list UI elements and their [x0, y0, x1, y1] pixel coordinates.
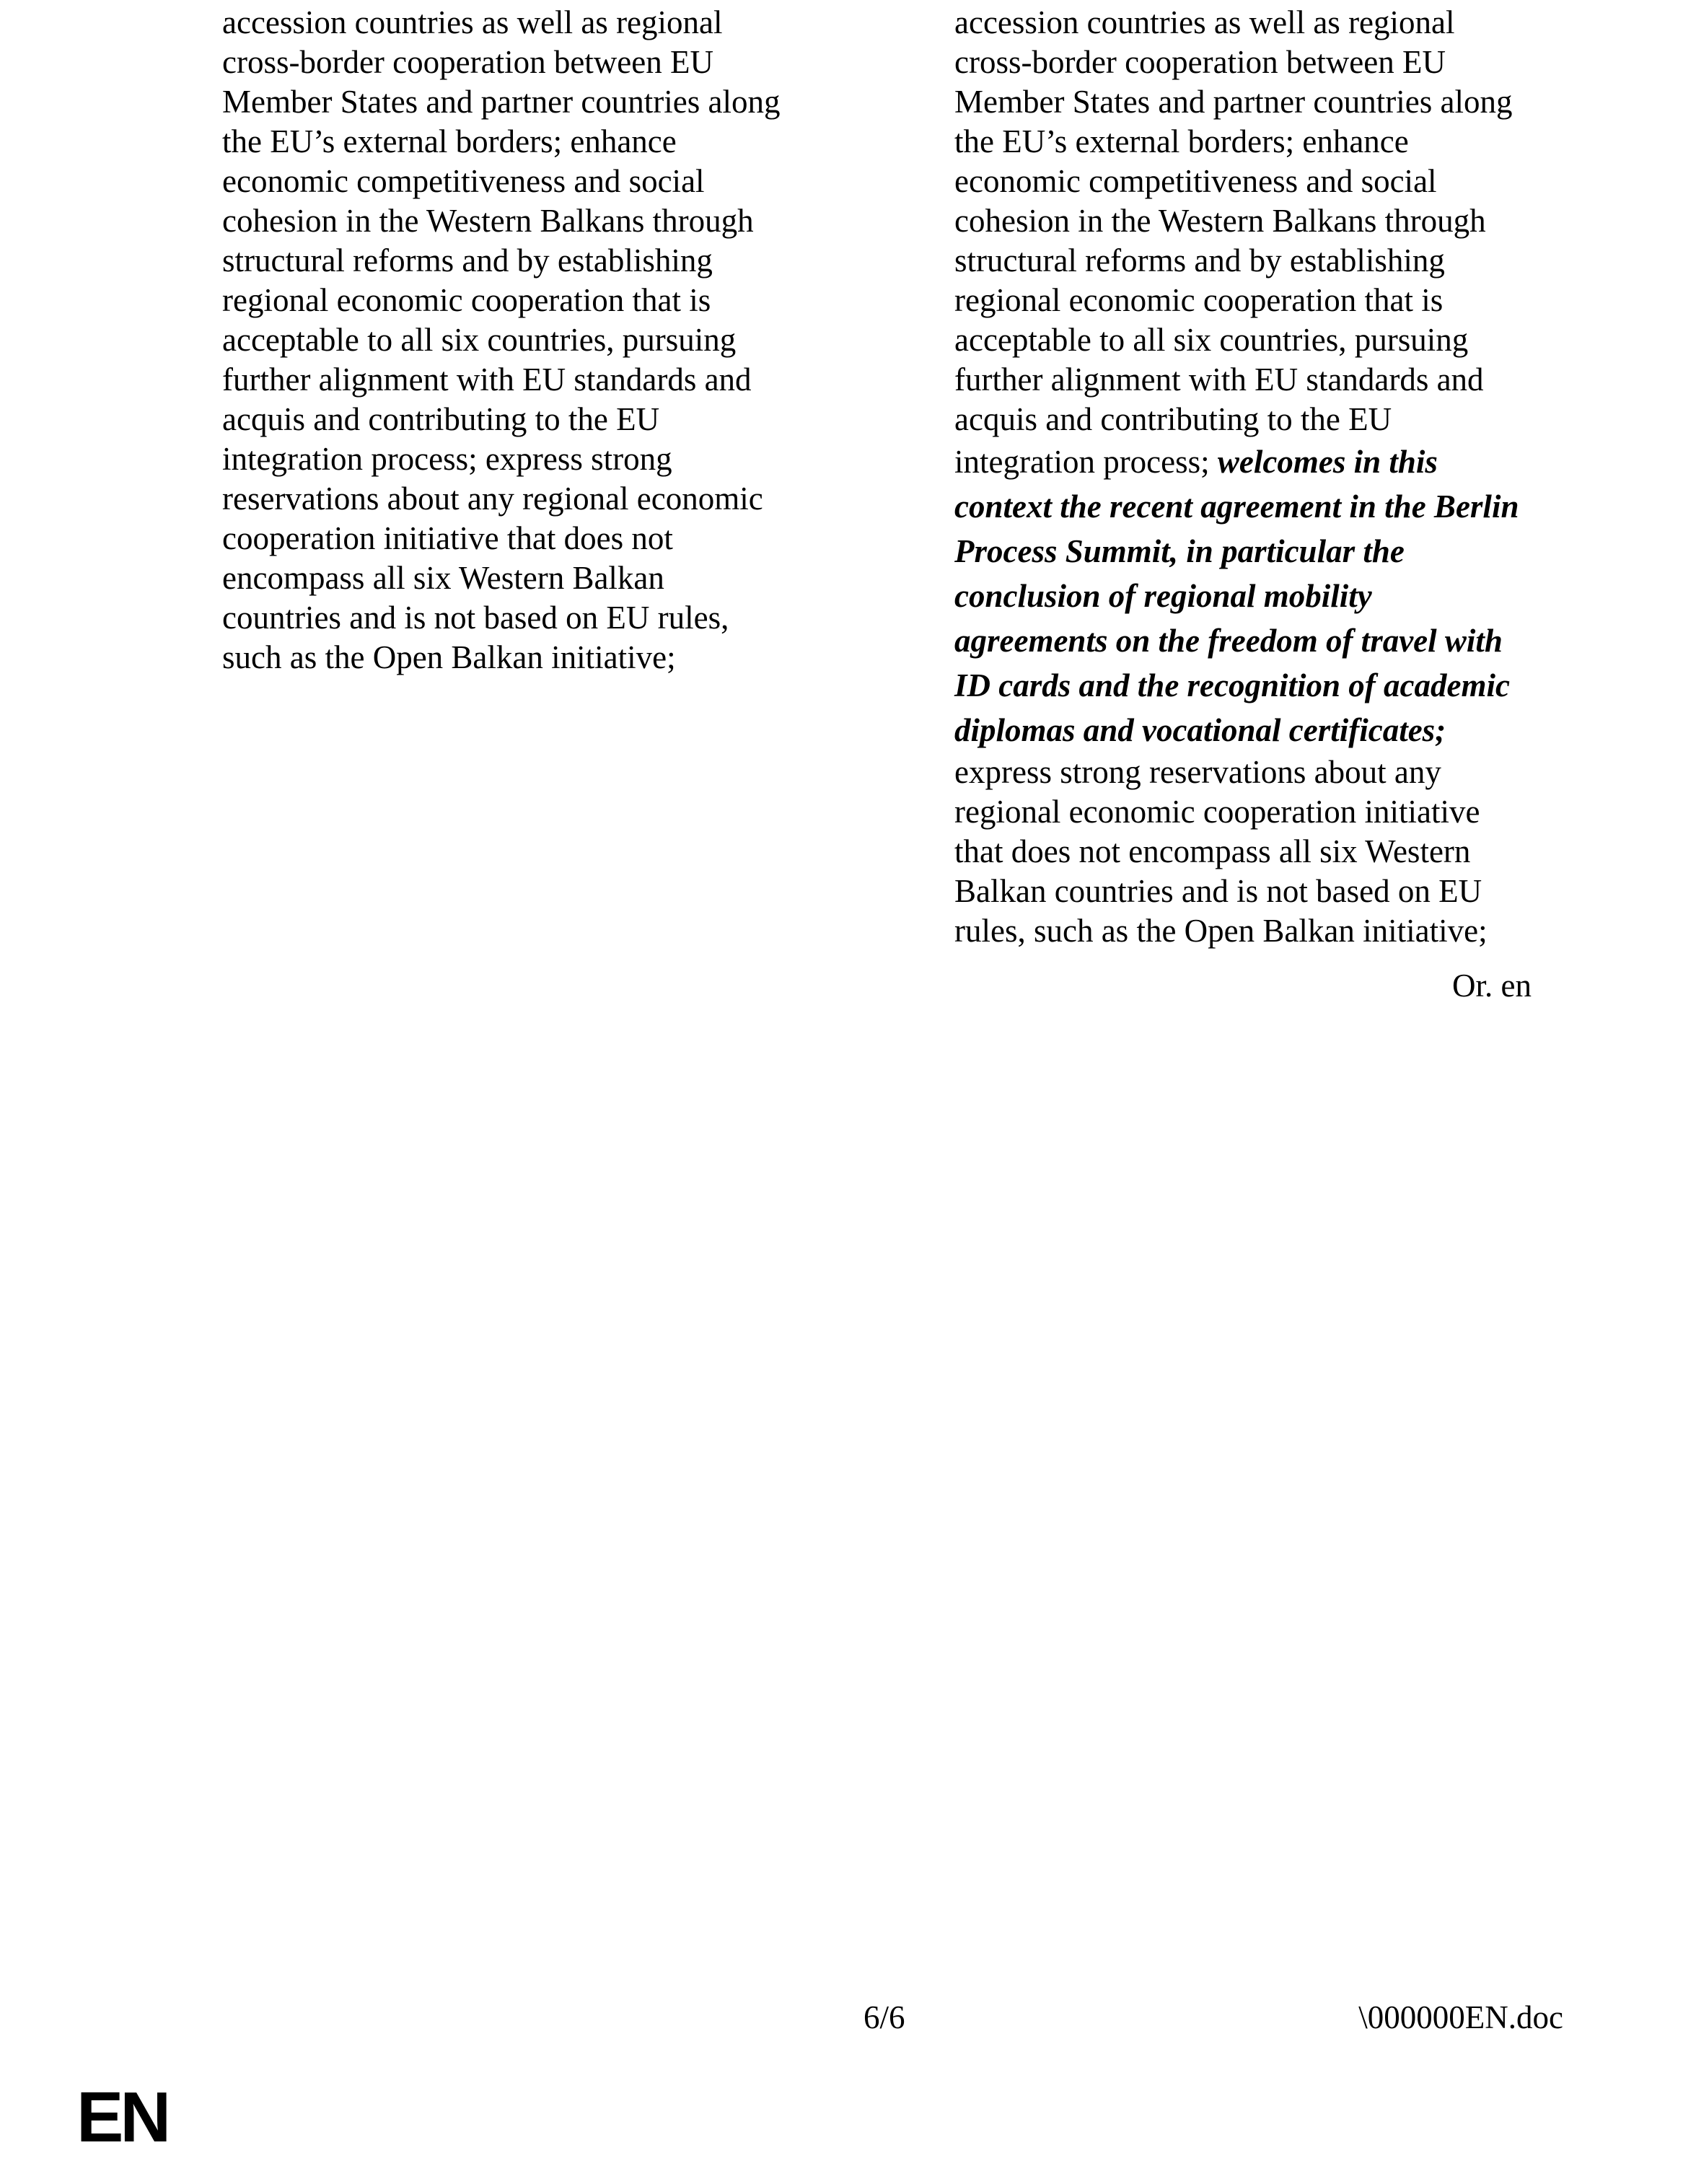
- body-text: rules, such as the Open Balkan initiative;: [954, 913, 1488, 949]
- body-text: reservations about any regional economic: [222, 481, 763, 517]
- body-text: regional economic cooperation that is: [954, 282, 1444, 318]
- text-line: [222, 241, 871, 281]
- text-line: [954, 439, 1604, 484]
- origin-language-label: Or. en: [1452, 968, 1532, 1004]
- text-line: [954, 792, 1604, 832]
- text-line: [954, 484, 1604, 529]
- text-line: [222, 439, 871, 479]
- body-text: structural reforms and by establishing: [222, 242, 713, 279]
- text-line: [222, 638, 871, 677]
- text-line: [954, 574, 1604, 618]
- amendment-added-text: ID cards and the recognition of academic: [954, 667, 1510, 703]
- text-line: [222, 360, 871, 400]
- text-line: [222, 519, 871, 558]
- body-text: the EU’s external borders; enhance: [222, 123, 677, 159]
- body-text: economic competitiveness and social: [954, 163, 1437, 199]
- body-text: further alignment with EU standards and: [954, 361, 1484, 398]
- body-text: encompass all six Western Balkan: [222, 560, 664, 596]
- text-line: [954, 241, 1604, 281]
- amendment-added-text: welcomes in this: [1217, 444, 1438, 480]
- body-text: countries and is not based on EU rules,: [222, 600, 729, 636]
- text-line: [954, 43, 1604, 82]
- text-line: [222, 281, 871, 320]
- amendment-added-text: Process Summit, in particular the: [954, 533, 1405, 569]
- text-line: [954, 911, 1604, 951]
- text-line: [222, 122, 871, 162]
- text-line: [954, 663, 1604, 708]
- text-line: [222, 400, 871, 439]
- text-line: [954, 753, 1604, 792]
- body-text: Member States and partner countries along: [954, 84, 1513, 120]
- language-code-logo: EN: [76, 2077, 168, 2157]
- text-line: [222, 598, 871, 638]
- body-text: acquis and contributing to the EU: [954, 401, 1392, 437]
- text-line: [954, 201, 1604, 241]
- body-text: that does not encompass all six Western: [954, 833, 1471, 869]
- text-line: [222, 82, 871, 122]
- text-line: [954, 529, 1604, 574]
- body-text: integration process;: [954, 444, 1218, 480]
- text-line: [222, 201, 871, 241]
- body-text: cohesion in the Western Balkans through: [954, 203, 1486, 239]
- body-text: such as the Open Balkan initiative;: [222, 639, 676, 675]
- body-text: express strong reservations about any: [954, 754, 1441, 790]
- text-line: [222, 3, 871, 43]
- text-line: [954, 122, 1604, 162]
- text-line: [954, 832, 1604, 872]
- body-text: cooperation initiative that does not: [222, 520, 673, 556]
- body-text: cross-border cooperation between EU: [222, 44, 713, 80]
- amendment-added-text: conclusion of regional mobility: [954, 578, 1372, 614]
- text-line: [954, 618, 1604, 663]
- body-text: acceptable to all six countries, pursuing: [954, 322, 1469, 358]
- footer-document-reference: \000000EN.doc: [1358, 1999, 1563, 2035]
- text-line: [222, 43, 871, 82]
- amendment-added-text: context the recent agreement in the Berlin: [954, 488, 1519, 525]
- text-line: [954, 82, 1604, 122]
- body-text: structural reforms and by establishing: [954, 242, 1445, 279]
- body-text: economic competitiveness and social: [222, 163, 705, 199]
- text-line: [954, 162, 1604, 201]
- body-text: cohesion in the Western Balkans through: [222, 203, 754, 239]
- text-line: [954, 320, 1604, 360]
- text-line: [222, 162, 871, 201]
- text-line: [954, 360, 1604, 400]
- body-text: acceptable to all six countries, pursuing: [222, 322, 737, 358]
- body-text: accession countries as well as regional: [222, 4, 723, 40]
- text-line: [222, 320, 871, 360]
- footer-page-number: 6/6: [864, 1999, 905, 2035]
- body-text: acquis and contributing to the EU: [222, 401, 660, 437]
- body-text: cross-border cooperation between EU: [954, 44, 1446, 80]
- text-line: [954, 400, 1604, 439]
- amendment-text-column: [954, 3, 1604, 951]
- body-text: the EU’s external borders; enhance: [954, 123, 1409, 159]
- text-line: [954, 872, 1604, 911]
- text-line: [954, 281, 1604, 320]
- amendment-added-text: agreements on the freedom of travel with: [954, 623, 1503, 659]
- body-text: regional economic cooperation that is: [222, 282, 711, 318]
- amendment-added-text: diplomas and vocational certificates;: [954, 712, 1446, 748]
- body-text: Balkan countries and is not based on EU: [954, 873, 1482, 909]
- text-line: [222, 558, 871, 598]
- text-line: [222, 479, 871, 519]
- body-text: accession countries as well as regional: [954, 4, 1455, 40]
- text-line: [954, 708, 1604, 753]
- body-text: regional economic cooperation initiative: [954, 794, 1480, 830]
- body-text: integration process; express strong: [222, 441, 672, 477]
- original-text-column: [222, 3, 871, 677]
- text-line: [954, 3, 1604, 43]
- body-text: Member States and partner countries along: [222, 84, 781, 120]
- body-text: further alignment with EU standards and: [222, 361, 752, 398]
